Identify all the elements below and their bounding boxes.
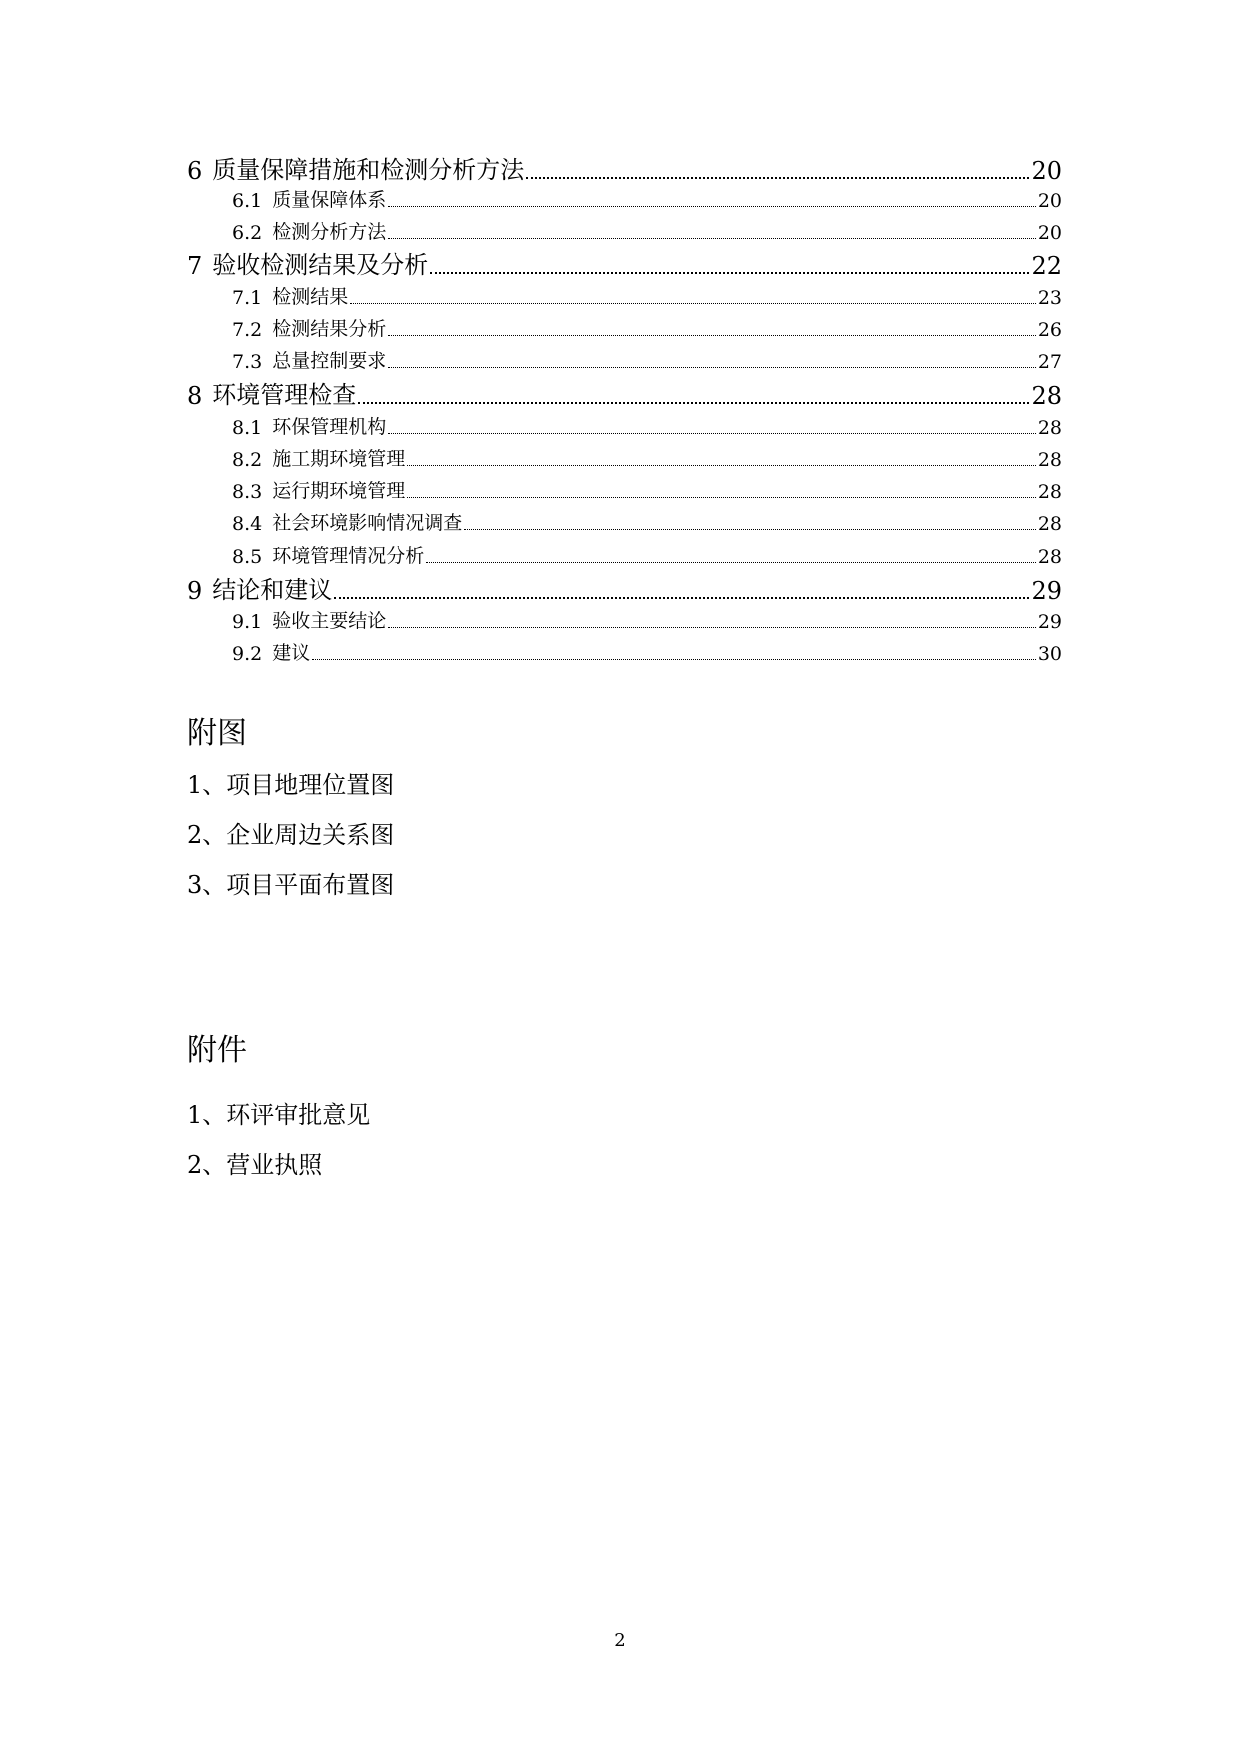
- figure-item: 1、项目地理位置图: [187, 771, 395, 799]
- toc-entry[interactable]: [187, 444, 1062, 471]
- toc-leader-dots: [426, 562, 1036, 563]
- toc-number: 7.3: [232, 351, 263, 373]
- toc-page: 20: [1037, 222, 1062, 244]
- toc-leader-dots: [407, 465, 1036, 466]
- toc-page: 28: [1037, 513, 1062, 535]
- toc-number: 7.2: [232, 319, 263, 341]
- toc-number: 9.1: [232, 611, 263, 633]
- toc-page: 26: [1037, 319, 1062, 341]
- toc-leader-dots: [388, 238, 1036, 239]
- attachments-heading: 附件: [187, 1033, 247, 1068]
- toc-title: 质量保障措施和检测分析方法: [212, 156, 525, 184]
- toc-number: 6.1: [232, 190, 263, 212]
- toc-leader-dots: [388, 335, 1036, 336]
- toc-number: 8.4: [232, 513, 263, 535]
- toc-title: 环境管理检查: [212, 381, 357, 409]
- toc-entry[interactable]: [187, 217, 1062, 244]
- toc-title: 结论和建议: [212, 576, 333, 604]
- toc-entry[interactable]: [187, 150, 1062, 185]
- toc-title: 检测结果分析: [272, 318, 387, 340]
- toc-entry[interactable]: [187, 541, 1062, 568]
- toc-page: 28: [1031, 382, 1062, 410]
- toc-page: 22: [1031, 252, 1062, 280]
- toc-number: 8: [187, 382, 203, 410]
- toc-entry[interactable]: [187, 245, 1062, 280]
- toc-number: 9: [187, 577, 203, 605]
- toc-entry[interactable]: [187, 185, 1062, 212]
- toc-number: 8.1: [232, 417, 263, 439]
- toc-entry[interactable]: [187, 346, 1062, 373]
- toc-leader-dots: [526, 177, 1029, 179]
- toc-title: 检测分析方法: [272, 221, 387, 243]
- toc-entry[interactable]: [187, 375, 1062, 410]
- toc-page: 20: [1037, 190, 1062, 212]
- toc-title: 社会环境影响情况调查: [272, 512, 463, 534]
- toc-leader-dots: [388, 627, 1036, 628]
- toc-entry[interactable]: [187, 412, 1062, 439]
- toc-number: 6: [187, 157, 203, 185]
- toc-entry[interactable]: [187, 282, 1062, 309]
- toc-page: 28: [1037, 417, 1062, 439]
- toc-entry[interactable]: [187, 476, 1062, 503]
- toc-leader-dots: [430, 272, 1029, 274]
- toc-leader-dots: [407, 497, 1036, 498]
- toc-leader-dots: [334, 597, 1029, 599]
- toc-page: 20: [1031, 157, 1062, 185]
- toc-number: 6.2: [232, 222, 263, 244]
- attachment-item: 1、环评审批意见: [187, 1101, 371, 1129]
- attachment-item: 2、营业执照: [187, 1151, 323, 1179]
- toc-entry[interactable]: [187, 638, 1062, 665]
- toc-title: 环保管理机构: [272, 416, 387, 438]
- page-number: 2: [614, 1630, 626, 1651]
- toc-entry[interactable]: [187, 314, 1062, 341]
- toc-leader-dots: [312, 659, 1036, 660]
- toc-leader-dots: [358, 402, 1029, 404]
- toc-page: 28: [1037, 449, 1062, 471]
- toc-page: 28: [1037, 546, 1062, 568]
- toc-page: 27: [1037, 351, 1062, 373]
- toc-title: 施工期环境管理: [272, 448, 406, 470]
- toc-title: 建议: [272, 642, 311, 664]
- toc-number: 8.5: [232, 546, 263, 568]
- toc-leader-dots: [464, 529, 1036, 530]
- figure-item: 2、企业周边关系图: [187, 821, 395, 849]
- figure-item: 3、项目平面布置图: [187, 871, 395, 899]
- toc-title: 环境管理情况分析: [272, 545, 425, 567]
- toc-leader-dots: [350, 303, 1036, 304]
- toc-leader-dots: [388, 206, 1036, 207]
- toc-leader-dots: [388, 367, 1036, 368]
- toc-title: 总量控制要求: [272, 350, 387, 372]
- toc-number: 9.2: [232, 643, 263, 665]
- toc-page: 30: [1037, 643, 1062, 665]
- toc-number: 8.3: [232, 481, 263, 503]
- toc-page: 29: [1037, 611, 1062, 633]
- toc-title: 运行期环境管理: [272, 480, 406, 502]
- toc-entry[interactable]: [187, 508, 1062, 535]
- toc-entry[interactable]: [187, 570, 1062, 605]
- toc-title: 验收检测结果及分析: [212, 251, 429, 279]
- toc-title: 质量保障体系: [272, 189, 387, 211]
- toc-title: 检测结果: [272, 286, 349, 308]
- toc-leader-dots: [388, 433, 1036, 434]
- toc-page: 23: [1037, 287, 1062, 309]
- figures-heading: 附图: [187, 716, 247, 751]
- toc-title: 验收主要结论: [272, 610, 387, 632]
- toc-entry[interactable]: [187, 606, 1062, 633]
- toc-page: 29: [1031, 577, 1062, 605]
- toc-page: 28: [1037, 481, 1062, 503]
- toc-number: 8.2: [232, 449, 263, 471]
- toc-number: 7: [187, 252, 203, 280]
- toc-number: 7.1: [232, 287, 263, 309]
